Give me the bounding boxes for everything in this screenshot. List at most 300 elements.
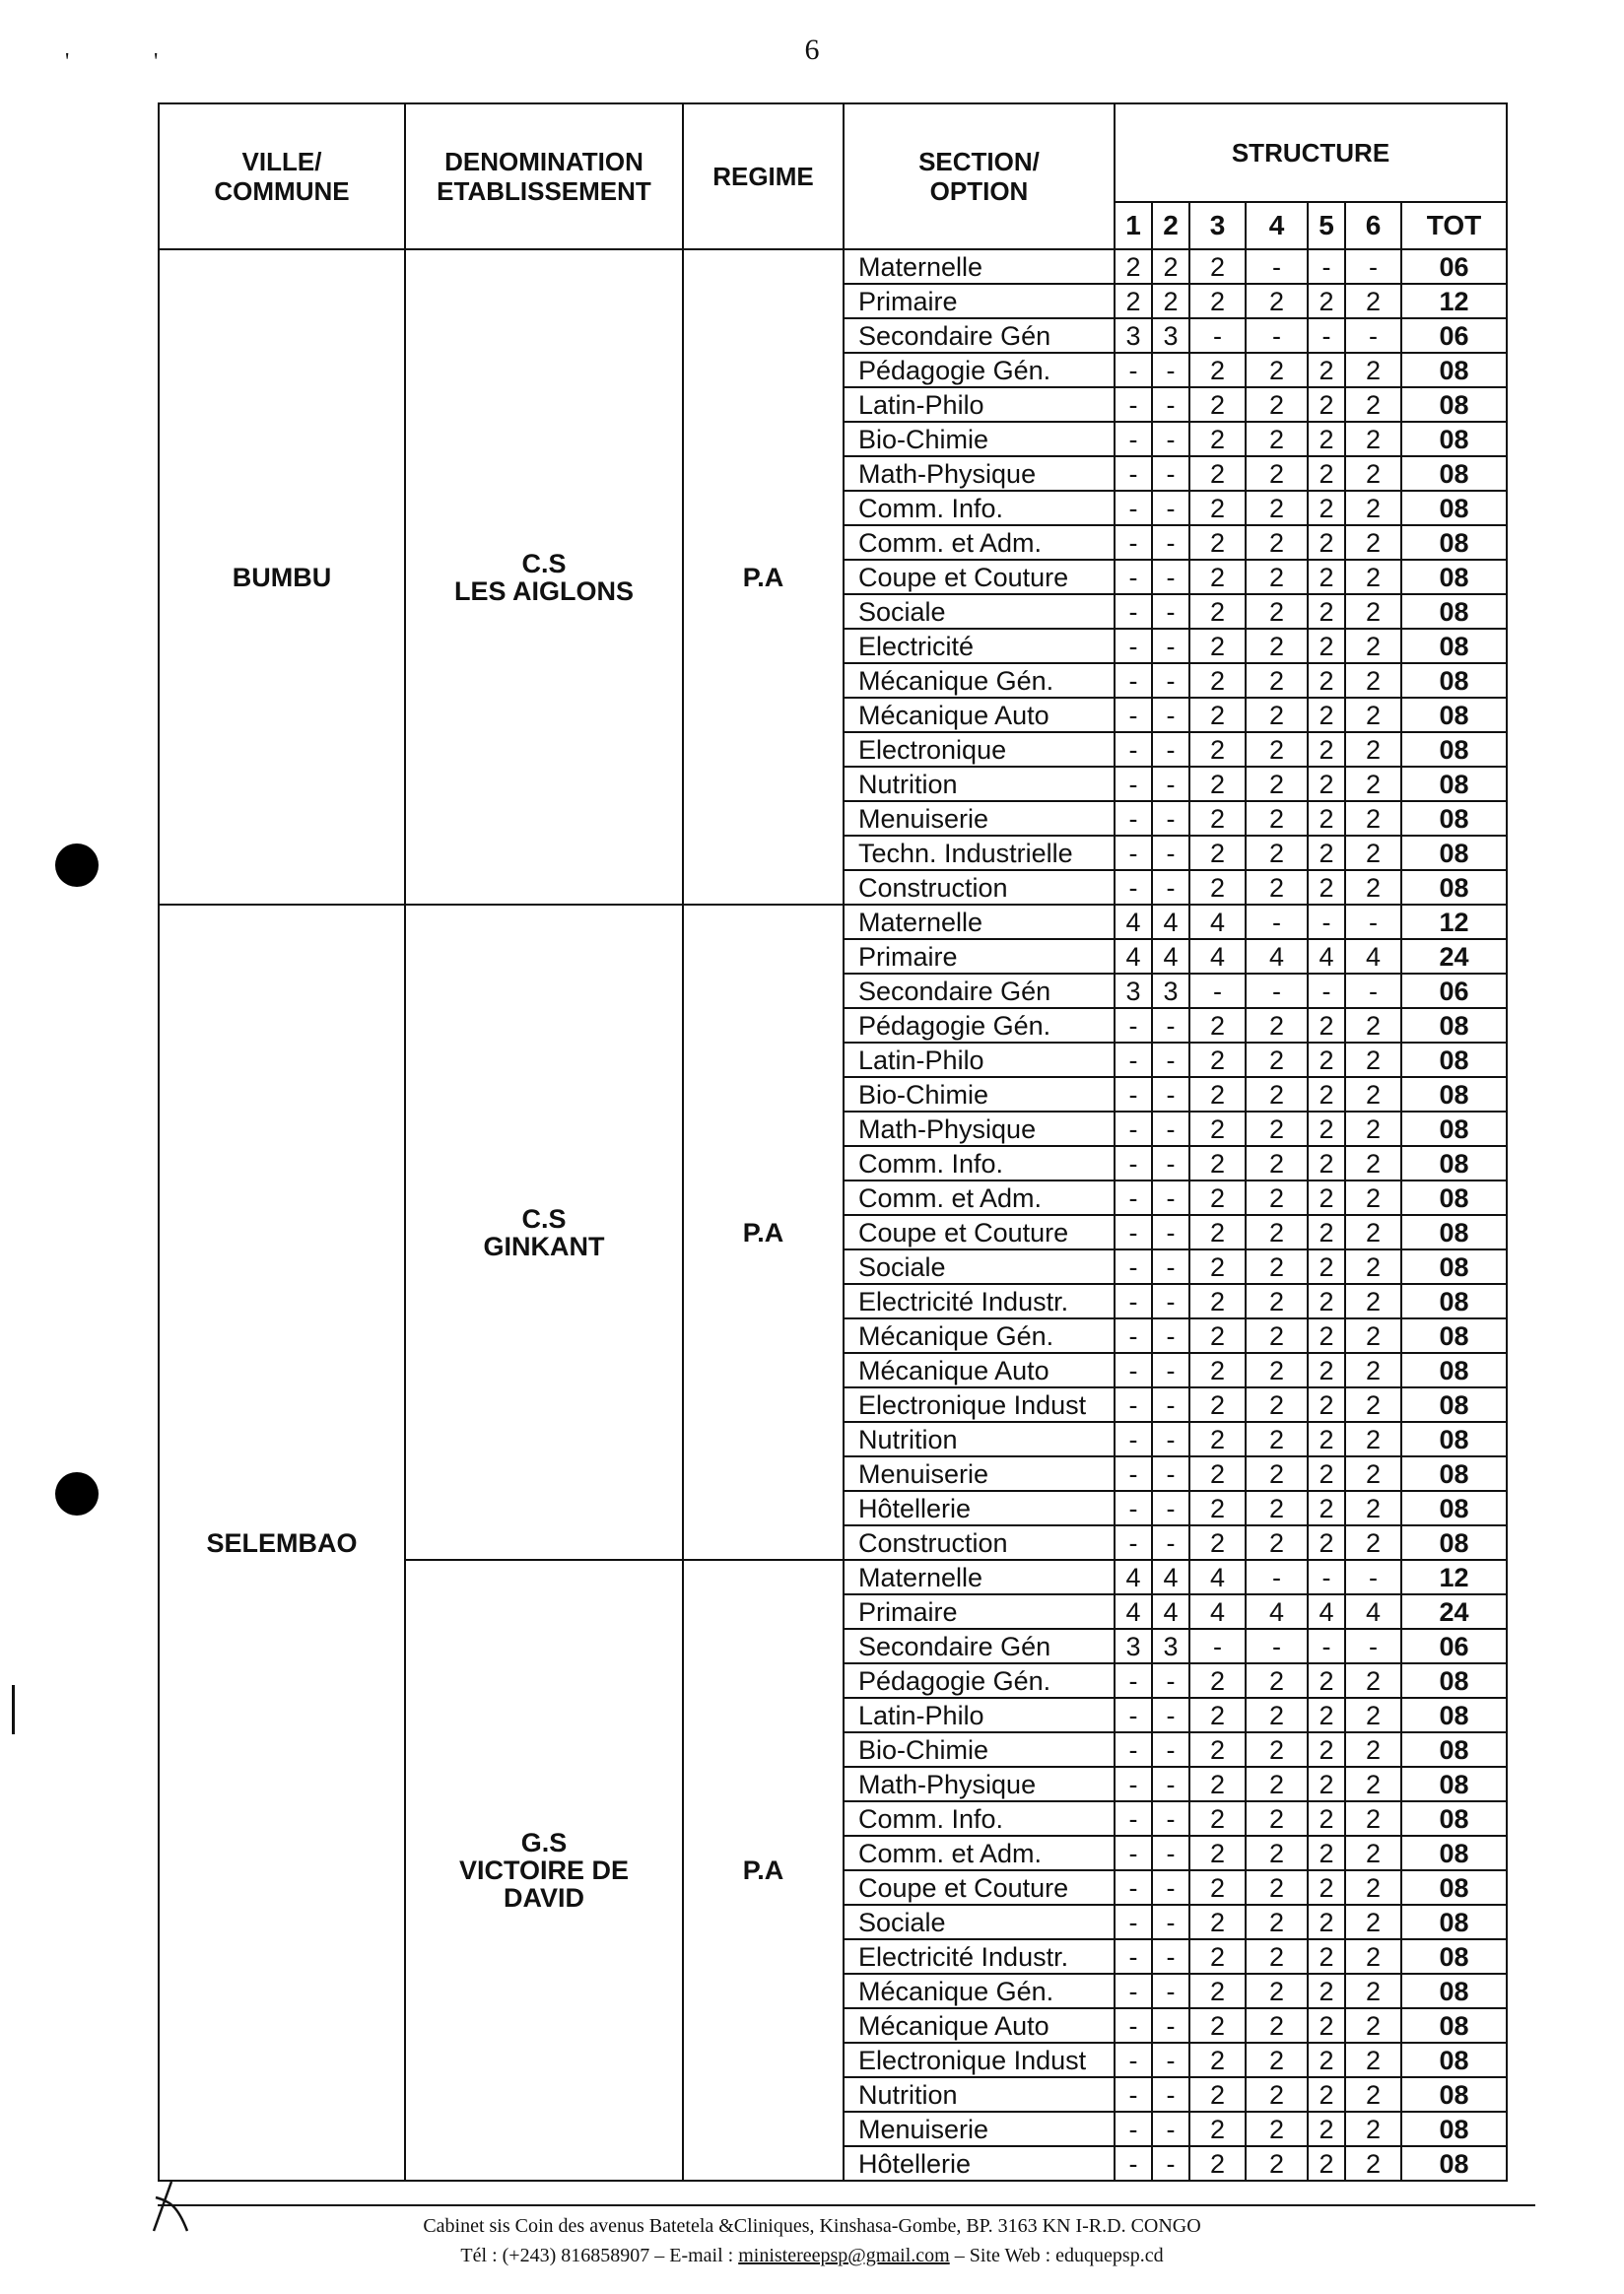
structure-cell: -	[1152, 2146, 1189, 2181]
structure-cell: -	[1115, 767, 1152, 801]
structure-cell: -	[1152, 1043, 1189, 1077]
structure-cell: 3	[1115, 974, 1152, 1008]
structure-cell: 2	[1345, 2112, 1401, 2146]
total-cell: 08	[1401, 2146, 1507, 2181]
section-cell: Pédagogie Gén.	[844, 1663, 1115, 1698]
structure-cell: 2	[1308, 1181, 1345, 1215]
structure-cell: 2	[1308, 2112, 1345, 2146]
structure-cell: 2	[1189, 1663, 1246, 1698]
structure-cell: 2	[1246, 1663, 1308, 1698]
structure-cell: 2	[1345, 1215, 1401, 1249]
structure-cell: -	[1152, 1767, 1189, 1801]
structure-cell: -	[1246, 1629, 1308, 1663]
structure-cell: 2	[1308, 456, 1345, 491]
establishment-name: C.S GINKANT	[483, 1203, 605, 1261]
structure-cell: 2	[1308, 1008, 1345, 1043]
table-body	[159, 249, 1507, 2181]
structure-cell: 2	[1308, 1249, 1345, 1284]
total-cell: 08	[1401, 1525, 1507, 1560]
structure-cell: 2	[1246, 1008, 1308, 1043]
section-cell: Electronique Indust	[844, 2043, 1115, 2077]
structure-cell: -	[1152, 1939, 1189, 1974]
structure-cell: 2	[1345, 870, 1401, 905]
structure-cell: 2	[1345, 1387, 1401, 1422]
section-cell: Sociale	[844, 1905, 1115, 1939]
structure-cell: -	[1115, 1043, 1152, 1077]
structure-cell: 4	[1308, 1594, 1345, 1629]
structure-cell: 2	[1189, 732, 1246, 767]
footer-rule	[158, 2204, 1535, 2206]
structure-cell: 4	[1115, 1560, 1152, 1594]
total-cell: 08	[1401, 1422, 1507, 1456]
structure-cell: -	[1115, 1801, 1152, 1836]
structure-cell: 4	[1189, 939, 1246, 974]
structure-cell: 2	[1246, 629, 1308, 663]
structure-cell: -	[1246, 1560, 1308, 1594]
structure-cell: 2	[1246, 353, 1308, 387]
section-cell: Sociale	[844, 1249, 1115, 1284]
section-cell: Construction	[844, 1525, 1115, 1560]
structure-cell: -	[1152, 1905, 1189, 1939]
structure-cell: -	[1152, 663, 1189, 698]
establishment-name: G.S VICTOIRE DE DAVID	[458, 1828, 630, 1913]
structure-cell: 2	[1189, 560, 1246, 594]
structure-cell: 4	[1308, 939, 1345, 974]
structure-cell: -	[1152, 1422, 1189, 1456]
section-cell: Electricité	[844, 629, 1115, 663]
footer-site: – Site Web : eduquepsp.cd	[954, 2245, 1164, 2266]
total-cell: 08	[1401, 456, 1507, 491]
table-row	[159, 249, 1507, 284]
structure-cell: -	[1308, 318, 1345, 353]
structure-cell: 2	[1189, 1146, 1246, 1181]
structure-cell: 2	[1246, 2112, 1308, 2146]
section-cell: Comm. et Adm.	[844, 1181, 1115, 1215]
margin-tick: '	[154, 49, 159, 75]
total-cell: 06	[1401, 249, 1507, 284]
structure-cell: 2	[1345, 1836, 1401, 1870]
structure-cell: -	[1152, 767, 1189, 801]
section-cell: Electricité Industr.	[844, 1284, 1115, 1318]
structure-cell: 2	[1345, 1077, 1401, 1112]
section-cell: Latin-Philo	[844, 1043, 1115, 1077]
establishment-name: C.S LES AIGLONS	[453, 548, 634, 606]
structure-cell: 2	[1308, 801, 1345, 836]
structure-cell: 2	[1246, 491, 1308, 525]
section-cell: Sociale	[844, 594, 1115, 629]
structure-cell: -	[1115, 663, 1152, 698]
structure-cell: -	[1115, 387, 1152, 422]
structure-cell: 2	[1308, 1353, 1345, 1387]
section-cell: Maternelle	[844, 905, 1115, 939]
structure-cell: -	[1152, 560, 1189, 594]
structure-cell: 2	[1189, 1974, 1246, 2008]
structure-cell: 2	[1115, 249, 1152, 284]
structure-cell: -	[1152, 1008, 1189, 1043]
structure-cell: 2	[1246, 1077, 1308, 1112]
structure-cell: -	[1115, 1181, 1152, 1215]
structure-cell: 2	[1246, 870, 1308, 905]
structure-cell: -	[1246, 249, 1308, 284]
structure-cell: 2	[1345, 560, 1401, 594]
structure-cell: -	[1152, 1974, 1189, 2008]
structure-cell: 2	[1189, 1284, 1246, 1318]
structure-cell: 2	[1189, 1767, 1246, 1801]
total-cell: 08	[1401, 1870, 1507, 1905]
structure-cell: 2	[1345, 422, 1401, 456]
total-cell: 08	[1401, 1939, 1507, 1974]
structure-cell: -	[1115, 1077, 1152, 1112]
total-cell: 08	[1401, 1974, 1507, 2008]
structure-cell: -	[1152, 870, 1189, 905]
structure-cell: 2	[1189, 1043, 1246, 1077]
structure-cell: -	[1152, 1318, 1189, 1353]
section-cell: Electronique Indust	[844, 1387, 1115, 1422]
total-cell: 08	[1401, 870, 1507, 905]
total-cell: 08	[1401, 1905, 1507, 1939]
total-cell: 12	[1401, 284, 1507, 318]
section-cell: Secondaire Gén	[844, 1629, 1115, 1663]
structure-cell: -	[1115, 1939, 1152, 1974]
structure-cell: 2	[1345, 1939, 1401, 1974]
structure-cell: -	[1152, 1732, 1189, 1767]
structure-cell: -	[1115, 1146, 1152, 1181]
structure-cell: -	[1152, 1181, 1189, 1215]
structure-cell: 2	[1345, 1905, 1401, 1939]
structure-cell: 2	[1246, 387, 1308, 422]
structure-cell: -	[1152, 594, 1189, 629]
section-cell: Mécanique Gén.	[844, 663, 1115, 698]
structure-cell: -	[1115, 1870, 1152, 1905]
structure-cell: 2	[1246, 1870, 1308, 1905]
structure-cell: 2	[1189, 594, 1246, 629]
structure-cell: 2	[1308, 594, 1345, 629]
structure-cell: 2	[1246, 456, 1308, 491]
section-cell: Mécanique Auto	[844, 698, 1115, 732]
structure-cell: 2	[1189, 1870, 1246, 1905]
structure-cell: 4	[1246, 1594, 1308, 1629]
structure-cell: 2	[1308, 1215, 1345, 1249]
structure-cell: -	[1152, 1249, 1189, 1284]
structure-cell: -	[1345, 905, 1401, 939]
structure-cell: 2	[1345, 456, 1401, 491]
section-cell: Coupe et Couture	[844, 560, 1115, 594]
structure-cell: -	[1152, 1456, 1189, 1491]
structure-cell: -	[1152, 629, 1189, 663]
total-cell: 08	[1401, 1318, 1507, 1353]
structure-cell: -	[1345, 1629, 1401, 1663]
structure-cell: 2	[1308, 1663, 1345, 1698]
structure-cell: 2	[1246, 422, 1308, 456]
structure-cell: 2	[1345, 1801, 1401, 1836]
structure-cell: 2	[1246, 2043, 1308, 2077]
total-cell: 08	[1401, 1008, 1507, 1043]
structure-cell: 2	[1308, 491, 1345, 525]
total-cell: 08	[1401, 1801, 1507, 1836]
structure-cell: 4	[1345, 1594, 1401, 1629]
structure-cell: 2	[1189, 1836, 1246, 1870]
structure-cell: 2	[1308, 698, 1345, 732]
structure-cell: 2	[1189, 249, 1246, 284]
total-cell: 12	[1401, 905, 1507, 939]
regime-cell: P.A	[683, 249, 844, 905]
structure-cell: -	[1115, 629, 1152, 663]
section-cell: Comm. et Adm.	[844, 525, 1115, 560]
footer-email-label: – E-mail :	[654, 2245, 734, 2266]
structure-cell: -	[1115, 422, 1152, 456]
structure-cell: -	[1115, 870, 1152, 905]
structure-cell: 2	[1189, 2077, 1246, 2112]
structure-cell: -	[1308, 974, 1345, 1008]
total-cell: 08	[1401, 698, 1507, 732]
structure-cell: -	[1115, 836, 1152, 870]
structure-cell: 2	[1189, 387, 1246, 422]
structure-cell: -	[1152, 525, 1189, 560]
section-cell: Nutrition	[844, 767, 1115, 801]
section-cell: Bio-Chimie	[844, 1077, 1115, 1112]
structure-cell: -	[1152, 491, 1189, 525]
total-cell: 08	[1401, 836, 1507, 870]
section-cell: Coupe et Couture	[844, 1870, 1115, 1905]
structure-cell: 2	[1308, 1974, 1345, 2008]
total-cell: 08	[1401, 801, 1507, 836]
structure-cell: 4	[1189, 1560, 1246, 1594]
section-cell: Bio-Chimie	[844, 422, 1115, 456]
structure-cell: 2	[1246, 2077, 1308, 2112]
section-cell: Techn. Industrielle	[844, 836, 1115, 870]
structure-cell: 2	[1246, 1732, 1308, 1767]
header-col-tot: TOT	[1401, 202, 1507, 249]
section-cell: Primaire	[844, 939, 1115, 974]
structure-cell: -	[1345, 974, 1401, 1008]
total-cell: 08	[1401, 422, 1507, 456]
header-col: 1	[1115, 202, 1152, 249]
total-cell: 08	[1401, 387, 1507, 422]
structure-cell: -	[1152, 1698, 1189, 1732]
structure-cell: 2	[1246, 767, 1308, 801]
section-cell: Mécanique Gén.	[844, 1318, 1115, 1353]
structure-cell: -	[1115, 491, 1152, 525]
structure-cell: -	[1115, 1422, 1152, 1456]
structure-cell: -	[1152, 2008, 1189, 2043]
structure-cell: 2	[1308, 1284, 1345, 1318]
structure-cell: -	[1115, 1112, 1152, 1146]
structure-cell: 2	[1189, 767, 1246, 801]
section-cell: Electricité Industr.	[844, 1939, 1115, 1974]
section-cell: Mécanique Auto	[844, 1353, 1115, 1387]
structure-cell: -	[1152, 698, 1189, 732]
total-cell: 08	[1401, 1215, 1507, 1249]
structure-cell: -	[1115, 2146, 1152, 2181]
structure-cell: 4	[1152, 1560, 1189, 1594]
structure-cell: 2	[1189, 629, 1246, 663]
structure-cell: 3	[1152, 318, 1189, 353]
structure-cell: 2	[1189, 1249, 1246, 1284]
structure-cell: 2	[1189, 1905, 1246, 1939]
section-cell: Secondaire Gén	[844, 974, 1115, 1008]
structure-cell: 2	[1308, 560, 1345, 594]
structure-cell: -	[1189, 974, 1246, 1008]
structure-cell: 2	[1246, 1284, 1308, 1318]
structure-cell: 2	[1308, 1318, 1345, 1353]
structure-cell: 2	[1115, 284, 1152, 318]
structure-cell: -	[1115, 353, 1152, 387]
structure-cell: 2	[1189, 1318, 1246, 1353]
total-cell: 06	[1401, 1629, 1507, 1663]
total-cell: 08	[1401, 1284, 1507, 1318]
structure-cell: -	[1152, 1801, 1189, 1836]
structure-cell: 2	[1345, 1974, 1401, 2008]
section-cell: Hôtellerie	[844, 2146, 1115, 2181]
structure-cell: 2	[1308, 1767, 1345, 1801]
structure-cell: 2	[1308, 836, 1345, 870]
structure-cell: 2	[1246, 1353, 1308, 1387]
structure-cell: 2	[1246, 1974, 1308, 2008]
structure-cell: 2	[1308, 353, 1345, 387]
structure-cell: 2	[1189, 2043, 1246, 2077]
header-regime: REGIME	[683, 103, 844, 249]
header-structure: STRUCTURE	[1115, 103, 1507, 202]
structure-cell: -	[1115, 1767, 1152, 1801]
structure-cell: -	[1152, 1077, 1189, 1112]
structure-cell: 2	[1246, 525, 1308, 560]
structure-cell: 2	[1246, 594, 1308, 629]
structure-cell: 2	[1189, 1077, 1246, 1112]
structure-cell: 2	[1189, 422, 1246, 456]
structure-cell: -	[1115, 801, 1152, 836]
structure-cell: 2	[1345, 353, 1401, 387]
regime-cell: P.A	[683, 1560, 844, 2181]
structure-cell: 2	[1189, 870, 1246, 905]
structure-cell: 2	[1189, 1525, 1246, 1560]
structure-cell: 2	[1308, 1870, 1345, 1905]
section-cell: Menuiserie	[844, 1456, 1115, 1491]
structure-cell: 2	[1246, 836, 1308, 870]
total-cell: 08	[1401, 2077, 1507, 2112]
margin-tick: '	[65, 49, 70, 75]
structure-cell: -	[1189, 318, 1246, 353]
total-cell: 08	[1401, 629, 1507, 663]
structure-cell: -	[1152, 1387, 1189, 1422]
total-cell: 08	[1401, 732, 1507, 767]
footer-email-link[interactable]: ministereepsp@gmail.com	[738, 2245, 950, 2266]
structure-cell: 2	[1246, 1801, 1308, 1836]
section-cell: Nutrition	[844, 1422, 1115, 1456]
structure-cell: 2	[1308, 284, 1345, 318]
structure-cell: 2	[1189, 1353, 1246, 1387]
structure-cell: -	[1152, 2112, 1189, 2146]
structure-cell: -	[1115, 1353, 1152, 1387]
structure-cell: -	[1115, 1491, 1152, 1525]
structure-cell: 4	[1246, 939, 1308, 974]
structure-cell: -	[1115, 1698, 1152, 1732]
total-cell: 06	[1401, 974, 1507, 1008]
structure-cell: 2	[1308, 1905, 1345, 1939]
section-cell: Mécanique Gén.	[844, 1974, 1115, 2008]
structure-cell: -	[1308, 1560, 1345, 1594]
structure-cell: 2	[1189, 1491, 1246, 1525]
structure-cell: 2	[1246, 1767, 1308, 1801]
structure-cell: 2	[1189, 663, 1246, 698]
structure-cell: 2	[1308, 1112, 1345, 1146]
structure-cell: 2	[1345, 1525, 1401, 1560]
structure-cell: 2	[1345, 1043, 1401, 1077]
structure-cell: 2	[1308, 1732, 1345, 1767]
total-cell: 24	[1401, 939, 1507, 974]
structure-cell: -	[1152, 1663, 1189, 1698]
structure-cell: 2	[1345, 1008, 1401, 1043]
total-cell: 08	[1401, 1491, 1507, 1525]
structure-cell: 2	[1246, 1905, 1308, 1939]
structure-cell: -	[1115, 2043, 1152, 2077]
header-col: 6	[1345, 202, 1401, 249]
punch-hole	[55, 1472, 99, 1516]
structure-cell: 2	[1189, 1215, 1246, 1249]
structure-cell: 2	[1246, 663, 1308, 698]
structure-cell: 2	[1308, 767, 1345, 801]
section-cell: Maternelle	[844, 249, 1115, 284]
structure-cell: 2	[1308, 422, 1345, 456]
page-number: 6	[804, 34, 820, 66]
structure-cell: -	[1115, 1525, 1152, 1560]
structure-cell: 2	[1189, 456, 1246, 491]
structure-cell: 2	[1308, 1939, 1345, 1974]
section-cell: Primaire	[844, 1594, 1115, 1629]
edge-mark	[12, 1685, 15, 1734]
footer-tel: Tél : (+243) 816858907	[460, 2245, 650, 2266]
structure-cell: 2	[1345, 1112, 1401, 1146]
structure-cell: 2	[1189, 1181, 1246, 1215]
structure-cell: -	[1152, 387, 1189, 422]
structure-cell: -	[1308, 249, 1345, 284]
structure-cell: 2	[1246, 1249, 1308, 1284]
section-cell: Pédagogie Gén.	[844, 353, 1115, 387]
section-cell: Menuiserie	[844, 801, 1115, 836]
structure-cell: 4	[1152, 1594, 1189, 1629]
structure-cell: -	[1152, 1870, 1189, 1905]
structure-cell: 2	[1246, 698, 1308, 732]
structure-cell: 2	[1308, 2043, 1345, 2077]
regime-cell: P.A	[683, 905, 844, 1560]
structure-cell: 2	[1345, 387, 1401, 422]
structure-cell: -	[1345, 249, 1401, 284]
total-cell: 08	[1401, 1456, 1507, 1491]
structure-cell: 2	[1189, 1387, 1246, 1422]
structure-cell: -	[1152, 732, 1189, 767]
structure-cell: -	[1115, 1318, 1152, 1353]
total-cell: 12	[1401, 1560, 1507, 1594]
structure-cell: -	[1152, 456, 1189, 491]
structure-cell: 4	[1152, 939, 1189, 974]
structure-cell: 2	[1308, 387, 1345, 422]
section-cell: Maternelle	[844, 1560, 1115, 1594]
total-cell: 08	[1401, 594, 1507, 629]
structure-cell: 2	[1308, 663, 1345, 698]
total-cell: 08	[1401, 1698, 1507, 1732]
section-cell: Secondaire Gén	[844, 318, 1115, 353]
structure-cell: 2	[1308, 1836, 1345, 1870]
structure-cell: -	[1152, 422, 1189, 456]
structure-cell: -	[1115, 1974, 1152, 2008]
structure-cell: 2	[1189, 353, 1246, 387]
header-section: SECTION/ OPTION	[844, 103, 1115, 249]
structure-cell: 2	[1345, 1284, 1401, 1318]
structure-cell: -	[1345, 1560, 1401, 1594]
total-cell: 08	[1401, 2008, 1507, 2043]
structure-cell: 2	[1345, 1249, 1401, 1284]
structure-cell: 2	[1308, 1422, 1345, 1456]
structure-cell: 2	[1308, 1491, 1345, 1525]
